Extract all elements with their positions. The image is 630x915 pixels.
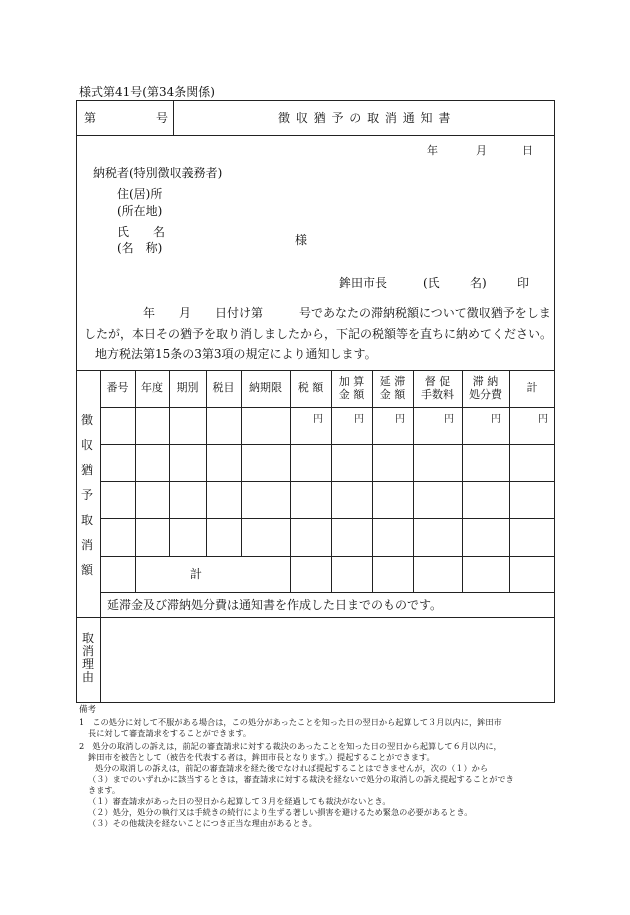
number-prefix: 第	[84, 111, 97, 125]
date-year: 年	[427, 144, 438, 157]
yen-unit: 円	[444, 414, 454, 425]
table-footnote: 延滞金及び滞納処分費は通知書を作成した日までのものです。	[107, 598, 443, 612]
remarks-line: 鉾田市を被告として（被告を代表する者は，鉾田市長となります。）提起することができます。	[88, 752, 435, 762]
yen-unit: 円	[313, 414, 323, 425]
remarks-line: 処分の取消しの訴えは，前記の審査請求を経た後でなければ提起することはできませんが，次の（１）から	[95, 763, 489, 773]
remarks-line: （２）処分，処分の執行又は手続きの続行により生ずる著しい損害を避けるため緊急の必要があるとき。	[88, 807, 473, 817]
header-additional-amount: 加 算 金 額	[338, 374, 365, 401]
remarks-line: （３）までのいずれかに該当するときは，審査請求に対する裁決を経ないで処分の取消しの訴え提起することができ	[88, 774, 514, 784]
document-title: 徴 収 猶 予 の 取 消 通 知 書	[278, 111, 452, 125]
header-number: 番号	[106, 381, 129, 395]
yen-unit: 円	[538, 414, 548, 425]
name-label: 氏 名	[117, 225, 166, 239]
header-year: 年度	[141, 381, 163, 395]
remarks-line: 長に対して審査請求をすることができます。	[88, 728, 252, 738]
header-period: 期別	[176, 381, 199, 395]
form-id: 様式第41号(第34条関係)	[79, 85, 215, 99]
remarks-line: 2 処分の取消しの訴えは，前記の審査請求に対する裁決のあったことを知った日の翌日から起算して６月以内に，	[79, 741, 502, 751]
header-due-date: 納期限	[249, 381, 282, 395]
header-tax-amount: 税 額	[297, 381, 324, 395]
header-delinquency-amount: 延 滞 金 額	[379, 374, 406, 401]
issuer-name-open: (氏	[423, 276, 440, 290]
body-text-line3: 地方税法第15条の3第3項の規定により通知します。	[95, 347, 377, 361]
entity-name-label: (名 称)	[117, 241, 163, 255]
total-row-label: 計	[190, 567, 203, 581]
yen-unit: 円	[354, 414, 364, 425]
remarks-line: 1 この処分に対して不服がある場合は，この処分があったことを知った日の翌日から起算して３月以内に，鉾田市	[79, 717, 502, 727]
seal-mark: 印	[517, 276, 530, 290]
header-dunning-fee: 督 促 手数料	[421, 374, 454, 401]
yen-unit: 円	[395, 414, 405, 425]
remarks-line: きます。	[88, 785, 121, 795]
remarks-line: （１）審査請求があった日の翌日から起算して３月を経過しても裁決がないとき。	[88, 796, 391, 806]
date-day: 日	[522, 144, 533, 157]
body-text-line1: 年 月 日付け第 号であなたの滞納税額について徴収猶予をしま	[143, 306, 551, 320]
header-disposition-cost: 滞 納 処分費	[469, 374, 502, 401]
page: 様式第41号(第34条関係) 第 号 徴 収 猶 予 の 取 消 通 知 書 年 月 日 納税者(特別徴収義務者) 住(居)所 (所在地) 氏 名 (名 称) 様 鉾田市長 (氏 名) 印 年 月 日付け第 号であなたの滞納税額について徴収猶予をしま したが，本日その猶予を取り消しましたから，下記の税額等を直ちに納めてください。 地方税法第15条の3第3項の規定により通知します。 徴 収 猶 予 取 消 額 番号 年度 期別 税目 納期限 税 額 加 算 金 額 延 滞 金 額 督 促 手数料 滞 納 処分費 計 円 円 円 円 円 円 計 延滞金及び滞納処分費は通知書を作成した日までのものです。 取 消 理 由 備考 1 この処分に対して不服がある場合は，この処分があったことを知った日の翌日から起算して３月以内に，鉾田市 長に対して審査請求をすることができます。 2 処分の取消しの訴えは，前記の審査請求に対する裁決のあったことを知った日の翌日から起算して６月以内に， 鉾田市を被告として（被告を代表する者は，鉾田市長となります。）提起することができます。 処分の取消しの訴えは，前記の審査請求を経た後でなければ提起することはできませんが，次の（１）から （３）までのいずれかに該当するときは，審査請求に対する裁決を経ないで処分の取消しの訴え提起することができ きます。 （１）審査請求があった日の翌日から起算して３月を経過しても裁決がないとき。 （２）処分，処分の執行又は手続きの続行により生ずる著しい損害を避けるため緊急の必要があるとき。 （３）その他裁決を経ないことにつき正当な理由があるとき。	[0, 0, 630, 915]
header-tax-item: 税目	[212, 381, 235, 395]
remarks-line: （３）その他裁決を経ないことにつき正当な理由があるとき。	[88, 818, 317, 828]
issuer-title: 鉾田市長	[339, 276, 388, 290]
location-label: (所在地)	[117, 204, 163, 218]
header-total: 計	[526, 381, 538, 395]
address-label: 住(居)所	[117, 187, 163, 201]
date-month: 月	[476, 144, 487, 157]
number-suffix: 号	[156, 111, 169, 125]
yen-unit: 円	[491, 414, 501, 425]
remarks-title: 備考	[79, 705, 97, 715]
taxpayer-label: 納税者(特別徴収義務者)	[93, 166, 223, 180]
issuer-name-close: 名)	[470, 276, 487, 290]
body-text-line2: したが，本日その猶予を取り消しましたから，下記の税額等を直ちに納めてください。	[84, 327, 553, 341]
honorific: 様	[295, 233, 308, 247]
